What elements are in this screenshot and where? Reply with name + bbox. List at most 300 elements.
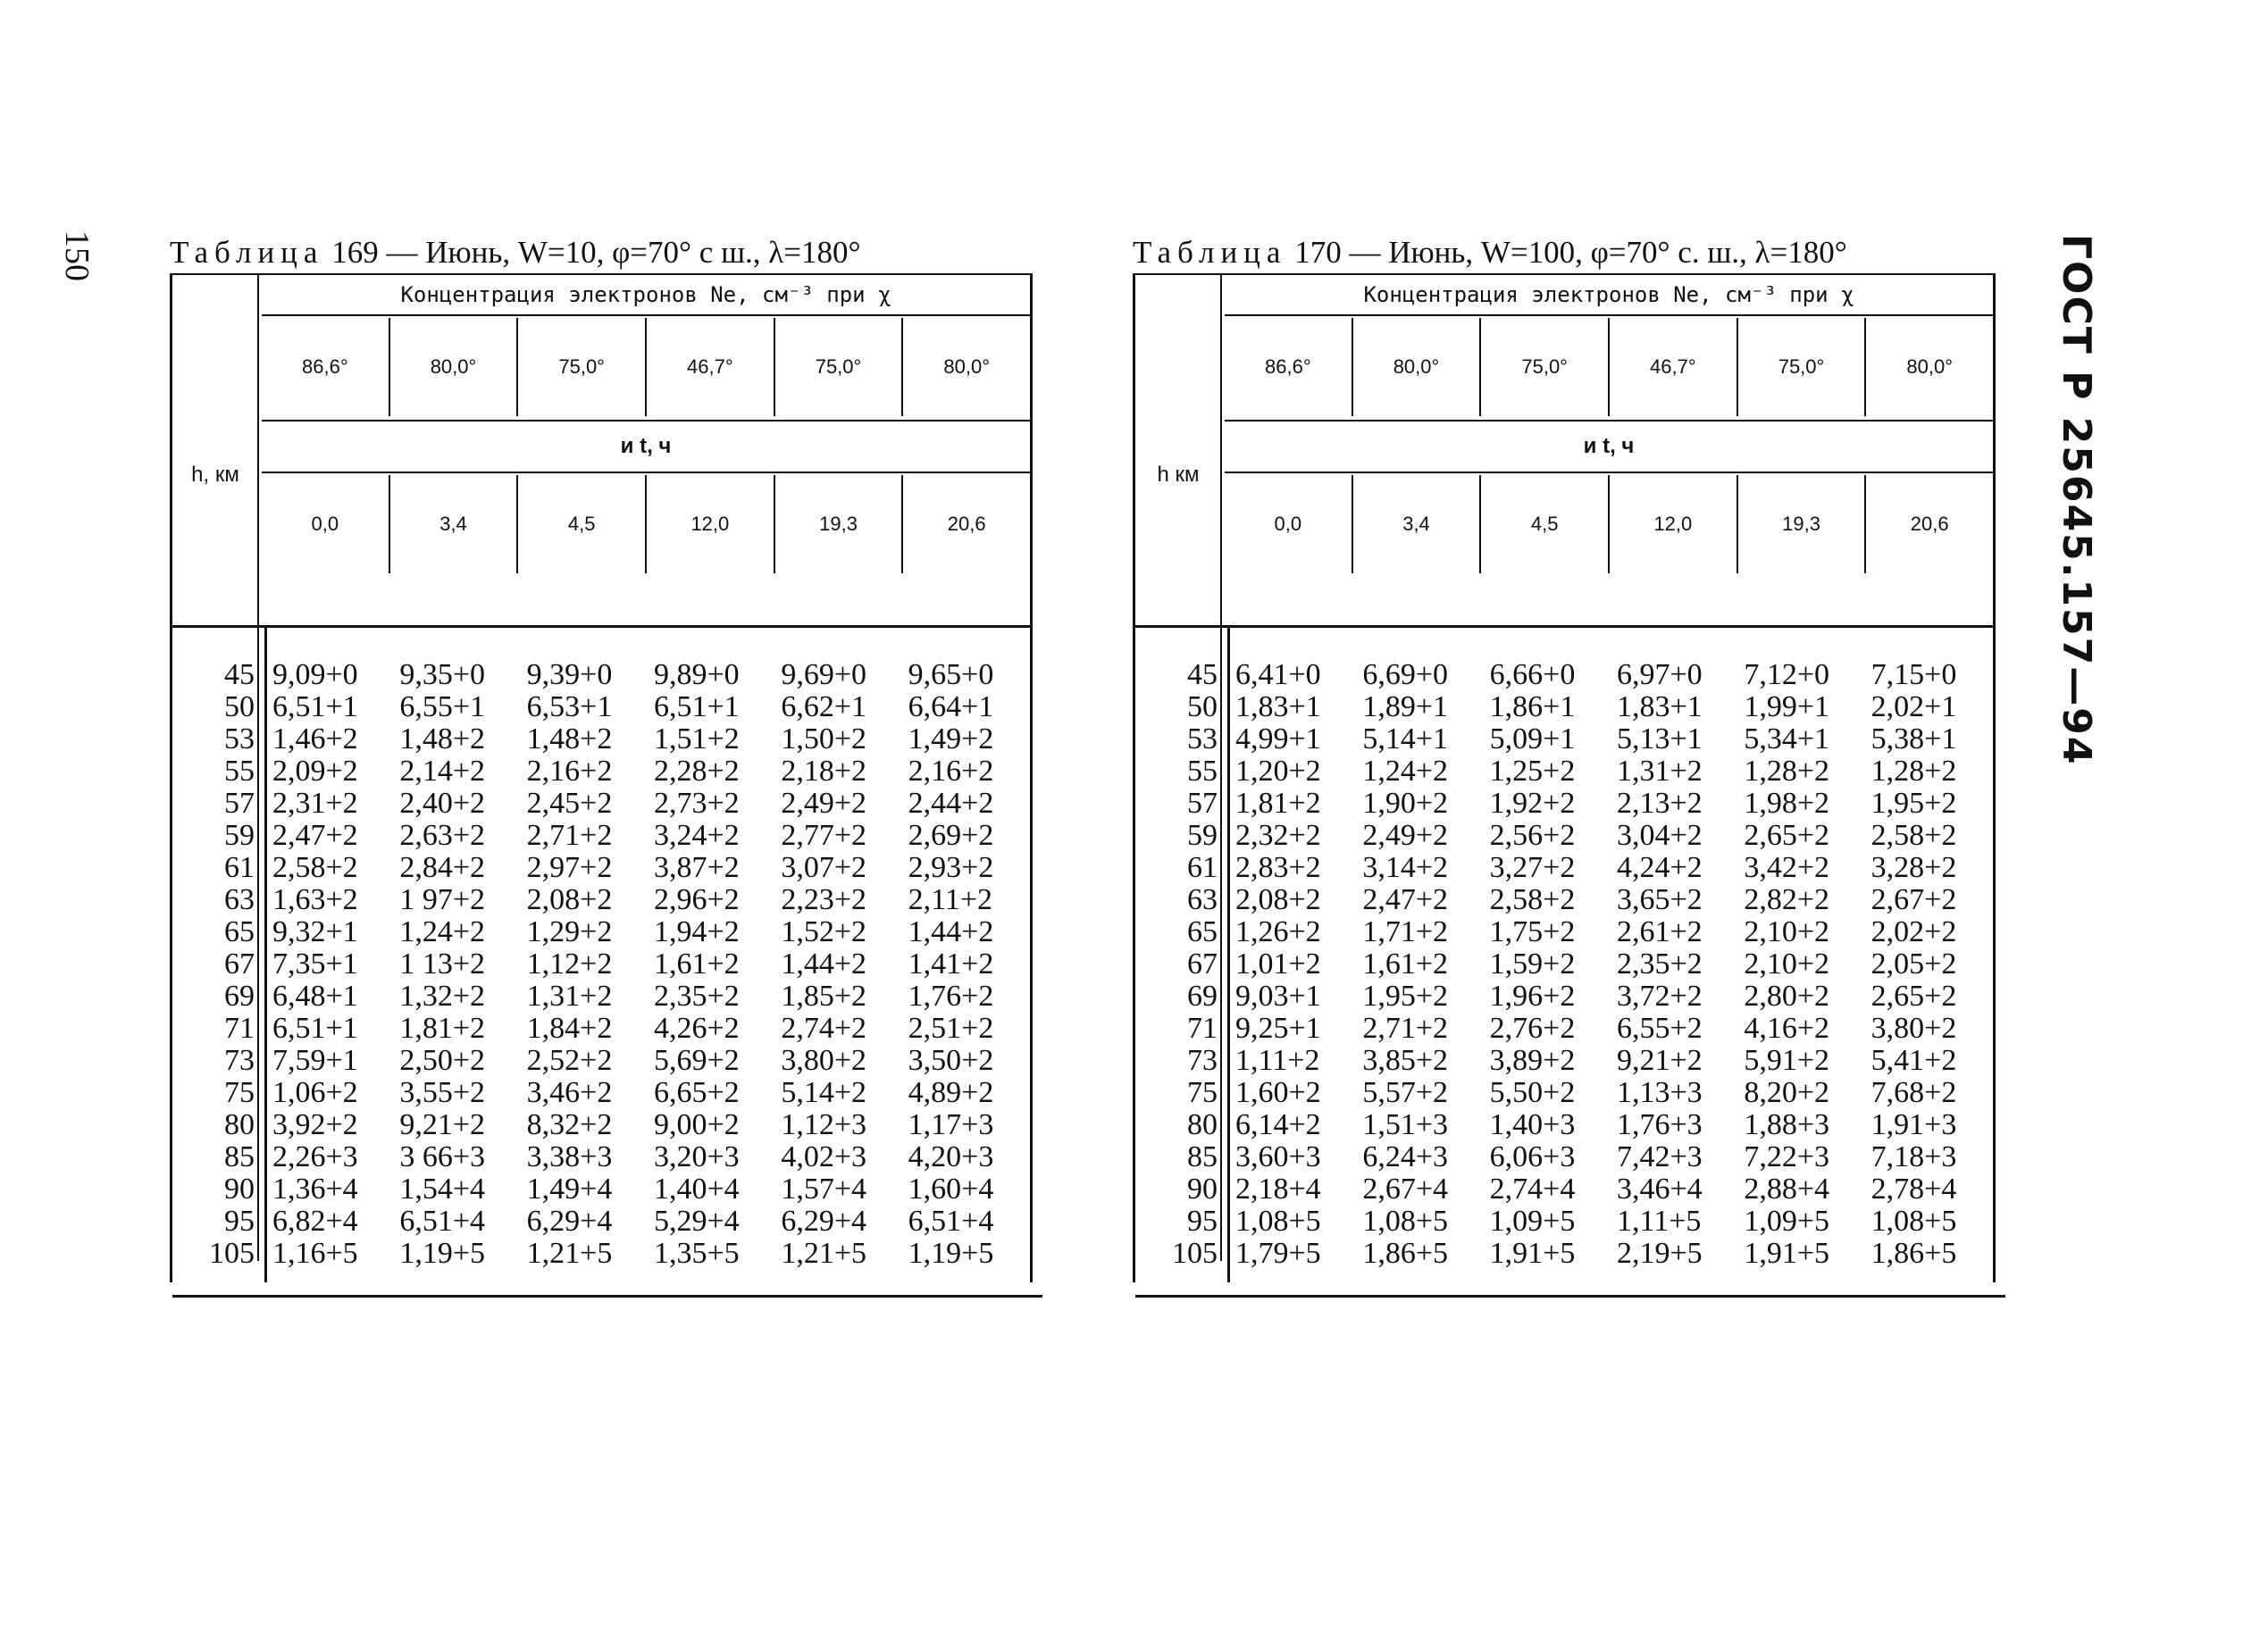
concentration-cell: 9,32+1 (272, 915, 358, 948)
table-row (172, 1173, 1030, 1206)
concentration-cell: 2,09+2 (272, 755, 358, 788)
concentration-cell: 9,25+1 (1235, 1012, 1321, 1045)
time-value: 3,4 (1352, 475, 1480, 573)
concentration-cell: 2,32+2 (1235, 819, 1321, 852)
concentration-cell: 6,53+1 (526, 690, 613, 723)
concentration-cell: 9,00+2 (653, 1108, 740, 1141)
concentration-cell: 2,84+2 (399, 851, 486, 884)
concentration-cell: 5,57+2 (1362, 1076, 1449, 1109)
time-value: 12,0 (1608, 475, 1737, 573)
header-bottom-rule (1135, 625, 1993, 628)
concentration-cell: 1 97+2 (399, 883, 486, 916)
table-row (1135, 916, 1993, 948)
table-row (1135, 723, 1993, 755)
concentration-cell: 3,80+2 (1870, 1012, 1957, 1045)
concentration-cell: 2,08+2 (1235, 883, 1321, 916)
concentration-cell: 5,09+1 (1489, 722, 1576, 755)
concentration-cell: 3,46+4 (1616, 1173, 1703, 1206)
concentration-cell: 2,56+2 (1489, 819, 1576, 852)
concentration-cell: 1,52+2 (781, 915, 866, 948)
table-row (1135, 755, 1993, 788)
concentration-cell: 1,41+2 (908, 947, 994, 981)
concentration-cell: 1,09+5 (1744, 1205, 1829, 1238)
concentration-cell: 7,59+1 (272, 1044, 358, 1077)
concentration-cell: 1,31+2 (526, 980, 613, 1013)
table-row (172, 659, 1030, 691)
concentration-cell: 5,91+2 (1744, 1044, 1829, 1077)
chi-value: 46,7° (645, 318, 774, 416)
concentration-cell: 1,31+2 (1616, 755, 1703, 788)
concentration-cell: 1,48+2 (399, 722, 486, 755)
concentration-cell: 2,44+2 (908, 787, 994, 820)
concentration-cell: 1,49+4 (526, 1173, 613, 1206)
header-rule (1225, 420, 1993, 422)
concentration-cell: 2,49+2 (781, 787, 866, 820)
concentration-cell: 3,14+2 (1362, 851, 1449, 884)
concentration-cell: 4,99+1 (1235, 722, 1321, 755)
concentration-cell: 5,41+2 (1870, 1044, 1957, 1077)
height-cell: 95 (224, 1205, 255, 1238)
height-cell: 53 (1187, 722, 1218, 755)
concentration-cell: 6,69+0 (1362, 658, 1449, 691)
table-row (172, 1238, 1030, 1270)
time-row (1225, 475, 1993, 573)
concentration-cell: 1,85+2 (781, 980, 866, 1013)
concentration-cell: 4,26+2 (653, 1012, 740, 1045)
height-cell: 53 (224, 722, 255, 755)
concentration-cell: 4,20+3 (908, 1140, 994, 1173)
concentration-cell: 1,54+4 (399, 1173, 486, 1206)
table-row (172, 1077, 1030, 1109)
table-body (172, 659, 1030, 1270)
concentration-cell: 1,13+3 (1616, 1076, 1703, 1109)
concentration-cell: 1,24+2 (1362, 755, 1449, 788)
concentration-cell: 2,71+2 (1362, 1012, 1449, 1045)
concentration-cell: 2,82+2 (1744, 883, 1829, 916)
concentration-cell: 5,14+1 (1362, 722, 1449, 755)
concentration-cell: 3,80+2 (781, 1044, 866, 1077)
concentration-cell: 1,98+2 (1744, 787, 1829, 820)
concentration-cell: 4,89+2 (908, 1076, 994, 1109)
concentration-cell: 1,19+5 (908, 1237, 994, 1270)
concentration-cell: 2,65+2 (1870, 980, 1957, 1013)
concentration-cell: 1,46+2 (272, 722, 358, 755)
concentration-cell: 1,01+2 (1235, 947, 1321, 981)
header-rule (1225, 314, 1993, 316)
concentration-cell: 1,51+2 (653, 722, 740, 755)
concentration-cell: 6,62+1 (781, 690, 866, 723)
concentration-cell: 1,11+5 (1616, 1205, 1702, 1238)
table-row (172, 916, 1030, 948)
concentration-cell: 2,18+2 (781, 755, 866, 788)
concentration-cell: 5,38+1 (1870, 722, 1957, 755)
chi-value: 75,0° (516, 318, 645, 416)
concentration-cell: 1,40+3 (1489, 1108, 1576, 1141)
concentration-cell: 2,78+4 (1870, 1173, 1957, 1206)
concentration-cell: 6,55+2 (1616, 1012, 1703, 1045)
concentration-cell: 2,83+2 (1235, 851, 1321, 884)
table-row (1135, 1206, 1993, 1238)
height-cell: 61 (1187, 851, 1218, 884)
concentration-cell: 1,86+5 (1870, 1237, 1957, 1270)
height-cell: 105 (209, 1237, 255, 1270)
concentration-cell: 6,06+3 (1489, 1140, 1576, 1173)
concentration-cell: 1,83+1 (1616, 690, 1703, 723)
concentration-cell: 2,31+2 (272, 787, 358, 820)
concentration-cell: 2,73+2 (653, 787, 740, 820)
concentration-cell: 2,49+2 (1362, 819, 1449, 852)
height-cell: 90 (224, 1173, 255, 1206)
height-cell: 67 (224, 947, 255, 981)
concentration-cell: 2,58+2 (1870, 819, 1957, 852)
concentration-cell: 1,75+2 (1489, 915, 1576, 948)
header-rule (262, 314, 1030, 316)
concentration-cell: 1,94+2 (653, 915, 740, 948)
time-header: и t, ч (620, 434, 672, 458)
height-cell: 85 (224, 1140, 255, 1173)
table-row (1135, 981, 1993, 1013)
table-row (172, 1206, 1030, 1238)
concentration-cell: 1,44+2 (908, 915, 994, 948)
concentration-cell: 2,97+2 (526, 851, 613, 884)
concentration-cell: 6,66+0 (1489, 658, 1576, 691)
height-cell: 90 (1187, 1173, 1218, 1206)
table-row (172, 852, 1030, 884)
concentration-cell: 2,69+2 (908, 819, 994, 852)
table-row (1135, 659, 1993, 691)
table-frame (170, 273, 1033, 1282)
concentration-cell: 6,55+1 (399, 690, 486, 723)
concentration-cell: 2,11+2 (908, 883, 993, 916)
concentration-cell: 7,18+3 (1870, 1140, 1957, 1173)
concentration-cell: 1,83+1 (1235, 690, 1321, 723)
concentration-cell: 1,12+2 (526, 947, 613, 981)
table-row (1135, 1141, 1993, 1173)
concentration-cell: 1,21+5 (781, 1237, 866, 1270)
concentration-cell: 2,10+2 (1744, 915, 1829, 948)
table-row (172, 1045, 1030, 1077)
concentration-cell: 6,41+0 (1235, 658, 1321, 691)
concentration-cell: 2,45+2 (526, 787, 613, 820)
concentration-cell: 1,88+3 (1744, 1108, 1829, 1141)
table-row (1135, 788, 1993, 820)
header-rule (1225, 472, 1993, 473)
time-value: 20,6 (901, 475, 1030, 573)
concentration-cell: 1,81+2 (399, 1012, 486, 1045)
concentration-cell: 1,29+2 (526, 915, 613, 948)
concentration-cell: 3,87+2 (653, 851, 740, 884)
chi-row (262, 318, 1030, 416)
concentration-cell: 8,32+2 (526, 1108, 613, 1141)
time-value: 0,0 (1274, 513, 1302, 535)
concentration-cell: 3,72+2 (1616, 980, 1703, 1013)
concentration-cell: 2,96+2 (653, 883, 740, 916)
concentration-cell: 1,26+2 (1235, 915, 1321, 948)
concentration-cell: 1,28+2 (1870, 755, 1957, 788)
concentration-cell: 1,86+5 (1362, 1237, 1449, 1270)
concentration-cell: 3,04+2 (1616, 819, 1703, 852)
concentration-cell: 1,95+2 (1362, 980, 1449, 1013)
concentration-cell: 2,80+2 (1744, 980, 1829, 1013)
concentration-cell: 1,06+2 (272, 1076, 358, 1109)
concentration-cell: 5,29+4 (653, 1205, 740, 1238)
concentration-cell: 1,25+2 (1489, 755, 1576, 788)
concentration-cell: 1,99+1 (1744, 690, 1829, 723)
header-rule (262, 472, 1030, 473)
caption-text: 170 — Июнь, W=100, φ=70° с. ш., λ=180° (1294, 235, 1847, 270)
table-row (172, 1013, 1030, 1045)
concentration-cell: 1,20+2 (1235, 755, 1321, 788)
concentration-cell: 7,42+3 (1616, 1140, 1703, 1173)
concentration-cell: 6,29+4 (781, 1205, 866, 1238)
concentration-cell: 2,26+3 (272, 1140, 358, 1173)
table-row (1135, 948, 1993, 981)
table-row (172, 981, 1030, 1013)
concentration-cell: 1,44+2 (781, 947, 866, 981)
height-cell: 95 (1187, 1205, 1218, 1238)
table-row (172, 1141, 1030, 1173)
concentration-cell: 8,20+2 (1744, 1076, 1829, 1109)
height-cell: 69 (224, 980, 255, 1013)
concentration-cell: 2,14+2 (399, 755, 486, 788)
height-cell: 45 (224, 658, 255, 691)
concentration-cell: 4,16+2 (1744, 1012, 1829, 1045)
concentration-cell: 2,08+2 (526, 883, 613, 916)
concentration-cell: 2,61+2 (1616, 915, 1703, 948)
concentration-cell: 2,35+2 (653, 980, 740, 1013)
concentration-cell: 1,08+5 (1235, 1205, 1321, 1238)
table-bottom-rule (1135, 1295, 2005, 1298)
concentration-cell: 1,81+2 (1235, 787, 1321, 820)
table-row (172, 948, 1030, 981)
height-cell: 69 (1187, 980, 1218, 1013)
height-cell: 61 (224, 851, 255, 884)
concentration-cell: 7,15+0 (1870, 658, 1957, 691)
concentration-cell: 1,79+5 (1235, 1237, 1321, 1270)
concentration-cell: 7,35+1 (272, 947, 358, 981)
height-cell: 50 (1187, 690, 1218, 723)
chi-value: 80,0° (389, 318, 517, 416)
concentration-cell: 2,93+2 (908, 851, 994, 884)
concentration-cell: 1,09+5 (1489, 1205, 1576, 1238)
time-value: 4,5 (516, 475, 645, 573)
concentration-cell: 1,63+2 (272, 883, 358, 916)
time-header: и t, ч (1583, 434, 1635, 458)
concentration-cell: 5,69+2 (653, 1044, 740, 1077)
concentration-cell: 1,24+2 (399, 915, 486, 948)
concentration-cell: 2,74+2 (781, 1012, 866, 1045)
table-row (172, 1109, 1030, 1141)
concentration-cell: 6,82+4 (272, 1205, 358, 1238)
concentration-cell: 6,29+4 (526, 1205, 613, 1238)
concentration-cell: 2,88+4 (1744, 1173, 1829, 1206)
height-cell: 65 (1187, 915, 1218, 948)
time-value: 3,4 (389, 475, 517, 573)
concentration-cell: 1,91+5 (1744, 1237, 1829, 1270)
concentration-cell: 1,48+2 (526, 722, 613, 755)
concentration-cell: 1,91+5 (1489, 1237, 1576, 1270)
concentration-cell: 1,19+5 (399, 1237, 486, 1270)
concentration-cell: 6,48+1 (272, 980, 358, 1013)
concentration-cell: 1,08+5 (1362, 1205, 1449, 1238)
chi-row (1225, 318, 1993, 416)
concentration-cell: 2,16+2 (526, 755, 613, 788)
caption-word: Таблица (1133, 235, 1287, 270)
time-row (262, 475, 1030, 573)
table-row (172, 755, 1030, 788)
concentration-cell: 1,95+2 (1870, 787, 1957, 820)
concentration-cell: 2,35+2 (1616, 947, 1703, 981)
chi-value: 80,0° (1864, 318, 1993, 416)
concentration-header: Концентрация электронов Ne, см⁻³ при χ (1363, 282, 1854, 307)
concentration-cell: 6,51+4 (908, 1205, 994, 1238)
concentration-cell: 3,50+2 (908, 1044, 994, 1077)
concentration-cell: 6,51+4 (399, 1205, 486, 1238)
time-value: 19,3 (774, 475, 902, 573)
table-row (1135, 1109, 1993, 1141)
concentration-cell: 1,40+4 (653, 1173, 740, 1206)
concentration-cell: 1,49+2 (908, 722, 994, 755)
concentration-cell: 2,13+2 (1616, 787, 1703, 820)
concentration-cell: 2,77+2 (781, 819, 866, 852)
height-cell: 80 (224, 1108, 255, 1141)
table-row (1135, 1173, 1993, 1206)
concentration-cell: 6,51+1 (272, 690, 358, 723)
concentration-header: Концентрация электронов Ne, см⁻³ при χ (400, 282, 891, 307)
table-row (1135, 884, 1993, 916)
concentration-cell: 3,65+2 (1616, 883, 1703, 916)
chi-value: 86,6° (302, 355, 348, 378)
concentration-cell: 3,28+2 (1870, 851, 1957, 884)
concentration-cell: 9,69+0 (781, 658, 866, 691)
height-cell: 55 (1187, 755, 1218, 788)
concentration-cell: 2,71+2 (526, 819, 613, 852)
height-cell: 73 (224, 1044, 255, 1077)
concentration-cell: 7,12+0 (1744, 658, 1829, 691)
concentration-cell: 3,27+2 (1489, 851, 1576, 884)
concentration-cell: 3,20+3 (653, 1140, 740, 1173)
height-cell: 65 (224, 915, 255, 948)
concentration-cell: 9,03+1 (1235, 980, 1321, 1013)
caption-text: 169 — Июнь, W=10, φ=70° с ш., λ=180° (331, 235, 861, 270)
concentration-cell: 2,16+2 (908, 755, 994, 788)
concentration-cell: 3,60+3 (1235, 1140, 1321, 1173)
concentration-cell: 1,17+3 (908, 1108, 994, 1141)
concentration-cell: 2,58+2 (1489, 883, 1576, 916)
concentration-cell: 5,50+2 (1489, 1076, 1576, 1109)
concentration-cell: 6,24+3 (1362, 1140, 1449, 1173)
page-number: 150 (58, 230, 96, 281)
concentration-cell: 1,71+2 (1362, 915, 1449, 948)
concentration-cell: 3,07+2 (781, 851, 866, 884)
concentration-cell: 2,50+2 (399, 1044, 486, 1077)
concentration-cell: 7,22+3 (1744, 1140, 1829, 1173)
chi-value: 75,0° (1737, 318, 1865, 416)
table-row (1135, 852, 1993, 884)
concentration-cell: 9,21+2 (1616, 1044, 1703, 1077)
concentration-cell: 3,42+2 (1744, 851, 1829, 884)
table-row (1135, 1045, 1993, 1077)
table-row (1135, 691, 1993, 723)
table-row (172, 820, 1030, 852)
header-bottom-rule (172, 625, 1030, 628)
concentration-cell: 5,34+1 (1744, 722, 1829, 755)
concentration-cell: 3,38+3 (526, 1140, 613, 1173)
concentration-cell: 1,35+5 (653, 1237, 740, 1270)
height-cell: 63 (1187, 883, 1218, 916)
concentration-cell: 3,24+2 (653, 819, 740, 852)
height-column-header: h км (1157, 463, 1200, 487)
concentration-cell: 9,21+2 (399, 1108, 486, 1141)
concentration-cell: 2,52+2 (526, 1044, 613, 1077)
chi-value: 80,0° (901, 318, 1030, 416)
concentration-cell: 2,05+2 (1870, 947, 1957, 981)
concentration-cell: 1,86+1 (1489, 690, 1576, 723)
header-rule (262, 420, 1030, 422)
concentration-cell: 2,02+1 (1870, 690, 1957, 723)
concentration-cell: 2,67+2 (1870, 883, 1957, 916)
concentration-cell: 6,65+2 (653, 1076, 740, 1109)
time-value: 19,3 (1737, 475, 1865, 573)
concentration-cell: 1,32+2 (399, 980, 486, 1013)
concentration-cell: 9,65+0 (908, 658, 994, 691)
concentration-cell: 2,76+2 (1489, 1012, 1576, 1045)
concentration-cell: 5,13+1 (1616, 722, 1703, 755)
table-row (1135, 1077, 1993, 1109)
time-value: 20,6 (1864, 475, 1993, 573)
chi-value: 86,6° (1265, 355, 1311, 378)
concentration-cell: 3,89+2 (1489, 1044, 1576, 1077)
concentration-cell: 2,23+2 (781, 883, 866, 916)
concentration-cell: 2,18+4 (1235, 1173, 1321, 1206)
table-caption (170, 232, 1033, 273)
concentration-cell: 1,76+2 (908, 980, 994, 1013)
concentration-cell: 1,28+2 (1744, 755, 1829, 788)
concentration-cell: 6,51+1 (272, 1012, 358, 1045)
height-cell: 57 (1187, 787, 1218, 820)
height-column-header: h, км (191, 463, 239, 487)
concentration-cell: 1,61+2 (653, 947, 740, 981)
time-value: 4,5 (1479, 475, 1608, 573)
chi-value: 46,7° (1608, 318, 1737, 416)
height-cell: 80 (1187, 1108, 1218, 1141)
concentration-cell: 2,67+4 (1362, 1173, 1449, 1206)
concentration-cell: 2,40+2 (399, 787, 486, 820)
concentration-cell: 1,61+2 (1362, 947, 1449, 981)
chi-value: 75,0° (774, 318, 902, 416)
concentration-cell: 1,50+2 (781, 722, 866, 755)
concentration-cell: 1,60+2 (1235, 1076, 1321, 1109)
concentration-cell: 1,16+5 (272, 1237, 358, 1270)
height-cell: 57 (224, 787, 255, 820)
concentration-cell: 1,60+4 (908, 1173, 994, 1206)
table-170 (1133, 232, 1996, 1282)
concentration-cell: 1,57+4 (781, 1173, 866, 1206)
concentration-cell: 2,28+2 (653, 755, 740, 788)
table-row (1135, 1238, 1993, 1270)
table-row (172, 788, 1030, 820)
concentration-cell: 6,64+1 (908, 690, 994, 723)
height-cell: 50 (224, 690, 255, 723)
concentration-cell: 2,58+2 (272, 851, 358, 884)
concentration-cell: 1,76+3 (1616, 1108, 1703, 1141)
concentration-cell: 2,51+2 (908, 1012, 994, 1045)
table-row (1135, 1013, 1993, 1045)
height-cell: 55 (224, 755, 255, 788)
concentration-cell: 2,02+2 (1870, 915, 1957, 948)
table-frame (1133, 273, 1996, 1282)
table-169 (170, 232, 1033, 1282)
